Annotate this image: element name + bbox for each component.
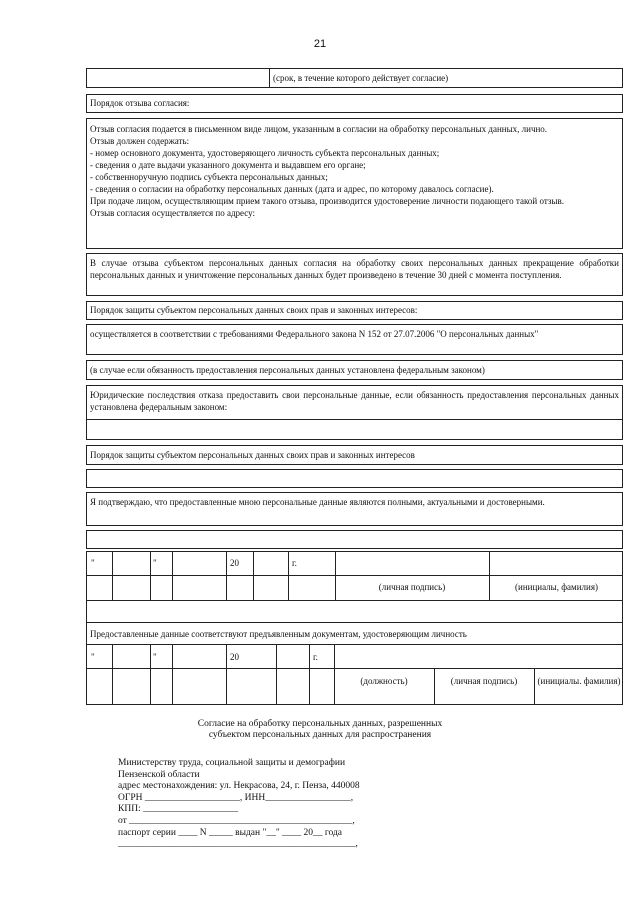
date-g: г. — [313, 652, 318, 662]
blank-line — [87, 419, 622, 420]
law-ref: осуществляется в соответствии с требованиями Федерального закона N 152 от 27.07.2006 "О персональных данных" — [90, 329, 539, 339]
passport-line: паспорт серии ____ N _____ выдан "__" ____ 20__ года — [118, 827, 343, 838]
page-number: 21 — [313, 38, 327, 50]
from-line: от _______________________________________________, — [118, 815, 355, 826]
obligation-row — [86, 360, 623, 380]
obligation-note: (в случае если обязанность предоставления персональных данных установлена федеральным законом) — [90, 365, 485, 375]
consent-title — [0, 719, 640, 741]
initials-caption: (инициалы, фамилия) — [515, 582, 598, 592]
revoke-line: - собственноручную подпись субъекта персональных данных; — [90, 172, 328, 182]
revoke-line: - сведения о дате выдачи указанного документа и выдавшем его органе; — [90, 160, 366, 170]
verified-row — [86, 623, 623, 645]
signature-caption: (личная подпись) — [450, 676, 518, 686]
termination-text: В случае отзыва субъектом персональных данных согласия на обработку своих персональных данных прекращение обработки персональных данных и уничтожение персональных данных будет произведено в течение 30 дней с момента поступления. — [90, 258, 619, 280]
date-year: 20 — [230, 652, 239, 662]
confirm-row — [86, 492, 623, 526]
signature-caption: (личная подпись) — [378, 582, 446, 592]
addressee-line: Пензенской области — [118, 769, 200, 780]
revoke-heading: Порядок отзыва согласия: — [90, 98, 190, 108]
date-year: 20 — [230, 558, 239, 568]
initials-caption: (инициалы. фамилия) — [537, 676, 621, 686]
signature-block-1 — [86, 551, 623, 601]
protection-heading2-row — [86, 445, 623, 465]
revoke-body — [87, 119, 622, 221]
protection-heading2: Порядок защиты субъектом персональных данных своих прав и законных интересов — [90, 450, 415, 460]
protection-heading: Порядок защиты субъектом персональных данных своих прав и законных интересов: — [90, 305, 418, 315]
date-quote-close: " — [153, 652, 157, 662]
consequences-text: Юридические последствия отказа предоставить свои персональные данные, если обязанность предоставления персональных данных установлена федеральным законом: — [90, 390, 619, 412]
revoke-heading-row — [86, 94, 623, 113]
addressee-line: адрес местонахождения: ул. Некрасова, 24, г. Пенза, 440008 — [118, 781, 360, 792]
revoke-line: - сведения о согласии на обработку персональных данных (дата и адрес, по которому давалось согласие). — [90, 184, 494, 194]
revoke-body-row — [86, 118, 623, 249]
date-quote-open: " — [91, 652, 95, 662]
date-quote-open: " — [91, 558, 95, 568]
revoke-line: - номер основного документа, удостоверяющего личность субъекта персональных данных; — [90, 148, 440, 158]
issuer-line: __________________________________________________, — [118, 839, 358, 850]
position-caption: (должность) — [360, 676, 408, 686]
kpp-line: КПП: ____________________ — [118, 804, 239, 815]
revoke-line: При подаче лицом, осуществляющим прием такого отзыва, производится удостоверение личности подающего такой отзыв. — [90, 196, 564, 206]
verified-text: Предоставленные данные соответствуют предъявленным документам, удостоверяющим личность — [90, 629, 467, 639]
confirm-text: Я подтверждаю, что предоставленные мною персональные данные являются полными, актуальными и достоверными. — [90, 497, 545, 507]
consent-title-line: Согласие на обработку персональных данных, разрешенных — [197, 719, 443, 729]
blank-row — [86, 469, 623, 488]
consequences-row — [86, 385, 623, 440]
protection-heading-row — [86, 301, 623, 320]
date-quote-close: " — [153, 558, 157, 568]
revoke-line: Отзыв согласия осуществляется по адресу: — [90, 208, 256, 218]
blank-row — [86, 530, 623, 549]
term-note: (срок, в течение которого действует согласие) — [269, 69, 622, 87]
blank-row — [86, 601, 623, 623]
addressee-line: Министерству труда, социальной защиты и демографии — [118, 758, 346, 768]
addressee-block — [118, 758, 360, 851]
law-ref-row — [86, 324, 623, 355]
revoke-line: Отзыв согласия подается в письменном виде лицом, указанным в согласии на обработку персональных данных, лично. — [90, 124, 548, 134]
ogrn-inn-line: ОГРН ____________________, ИНН__________________, — [118, 792, 354, 803]
signature-block-2 — [86, 645, 623, 705]
termination-row — [86, 253, 623, 296]
date-g: г. — [292, 558, 297, 568]
term-row — [86, 68, 623, 88]
revoke-line: Отзыв должен содержать: — [90, 136, 190, 146]
consent-title-line: субъектом персональных данных для распространения — [208, 730, 432, 740]
